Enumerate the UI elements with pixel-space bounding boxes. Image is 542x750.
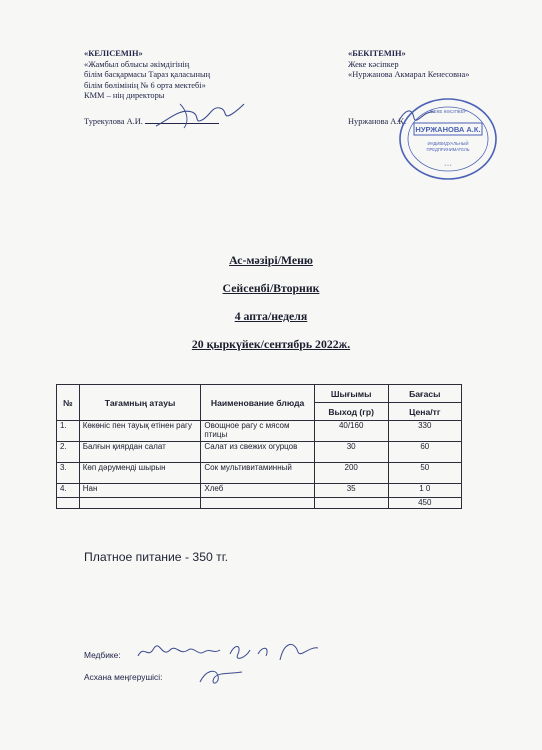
header-left-line: білім бөлімінің № 6 орта мектебі» [84, 80, 206, 90]
table-row [57, 421, 462, 442]
header-left-line: білім басқармасы Тараз қаласының [84, 70, 211, 80]
col-header-price-ru: Цена/тг [388, 403, 461, 421]
table-header-row [57, 385, 462, 403]
row-yield: 200 [314, 463, 388, 484]
row-yield: 30 [314, 442, 388, 463]
row-price: 1 0 [388, 484, 461, 498]
row-num: 4. [57, 484, 80, 498]
col-header-num: № [57, 385, 80, 421]
canteen-head-label: Асхана меңгерушісі: [84, 672, 163, 682]
table-row [57, 463, 462, 484]
row-num: 1. [57, 421, 80, 442]
menu-table [56, 384, 462, 509]
row-num: 3. [57, 463, 80, 484]
header-left-line: «Жамбыл облысы әкімдігінің [84, 59, 190, 69]
table-row [57, 442, 462, 463]
total-empty-cell [57, 498, 80, 509]
row-name-ru: Хлеб [201, 484, 314, 498]
menu-day: Сейсенбі/Вторник [222, 281, 320, 295]
director-signature-icon [150, 98, 246, 132]
total-empty-cell [79, 498, 201, 509]
row-num: 2. [57, 442, 80, 463]
row-price: 330 [388, 421, 461, 442]
row-yield: 40/160 [314, 421, 388, 442]
row-price: 50 [388, 463, 461, 484]
nurse-signature-icon [134, 636, 324, 666]
header-right-line: Жеке кәсіпкер [348, 59, 399, 69]
col-header-name-kz: Тағамның атауы [79, 385, 201, 421]
svg-text:ИНДИВИДУАЛЬНЫЙ: ИНДИВИДУАЛЬНЫЙ [427, 141, 469, 146]
svg-text:* * *: * * * [444, 163, 452, 168]
row-yield: 35 [314, 484, 388, 498]
row-name-kz: Балғын қиярдан салат [79, 442, 201, 463]
menu-week: 4 апта/неделя [234, 309, 308, 323]
header-left-signer-name: Турекулова А.И. [84, 117, 143, 126]
col-header-price-kz: Бағасы [388, 385, 461, 403]
header-right-line: «Нуржанова Акмарал Кенесовна» [348, 70, 470, 80]
total-empty-cell [201, 498, 314, 509]
row-name-ru: Сок мультивитаминный [201, 463, 314, 484]
table-total-row [57, 498, 462, 509]
header-right-signer-name: Нуржанова А.К. [348, 117, 407, 126]
col-header-yield-kz: Шығымы [314, 385, 388, 403]
col-header-name-ru: Наименование блюда [201, 385, 314, 421]
table-row [57, 484, 462, 498]
col-header-yield-ru: Выход (гр) [314, 403, 388, 421]
row-name-ru: Овощное рагу с мясом птицы [201, 421, 314, 442]
row-name-kz: Көп дәруменді шырын [79, 463, 201, 484]
header-right-title: «БЕКІТЕМІН» [348, 49, 406, 58]
header-left-title: «КЕЛІСЕМІН» [84, 49, 143, 58]
nurse-label: Медбике: [84, 650, 121, 660]
menu-title: Ас-мәзірі/Меню [229, 253, 313, 267]
canteen-head-signature-icon [196, 664, 246, 688]
row-price: 60 [388, 442, 461, 463]
header-left-line: КММ – нің директоры [84, 91, 165, 101]
svg-text:ПРЕДПРИНИМАТЕЛЬ: ПРЕДПРИНИМАТЕЛЬ [426, 147, 470, 152]
total-empty-cell [314, 498, 388, 509]
header-left-approval [84, 49, 304, 102]
paid-meal-note: Платное питание - 350 тг. [84, 550, 229, 564]
row-name-kz: Нан [79, 484, 201, 498]
menu-date: 20 қыркүйек/сентябрь 2022ж. [191, 337, 351, 351]
svg-text:ЖЕКЕ КӘСІПКЕР: ЖЕКЕ КӘСІПКЕР [429, 109, 467, 114]
svg-text:НУРЖАНОВА А.К.: НУРЖАНОВА А.К. [415, 125, 481, 134]
total-price: 450 [388, 498, 461, 509]
company-seal-icon [396, 95, 500, 183]
row-name-ru: Салат из свежих огурцов [201, 442, 314, 463]
row-name-kz: Көкөніс пен тауық етінен рагу [79, 421, 201, 442]
header-right-approval [348, 49, 528, 81]
